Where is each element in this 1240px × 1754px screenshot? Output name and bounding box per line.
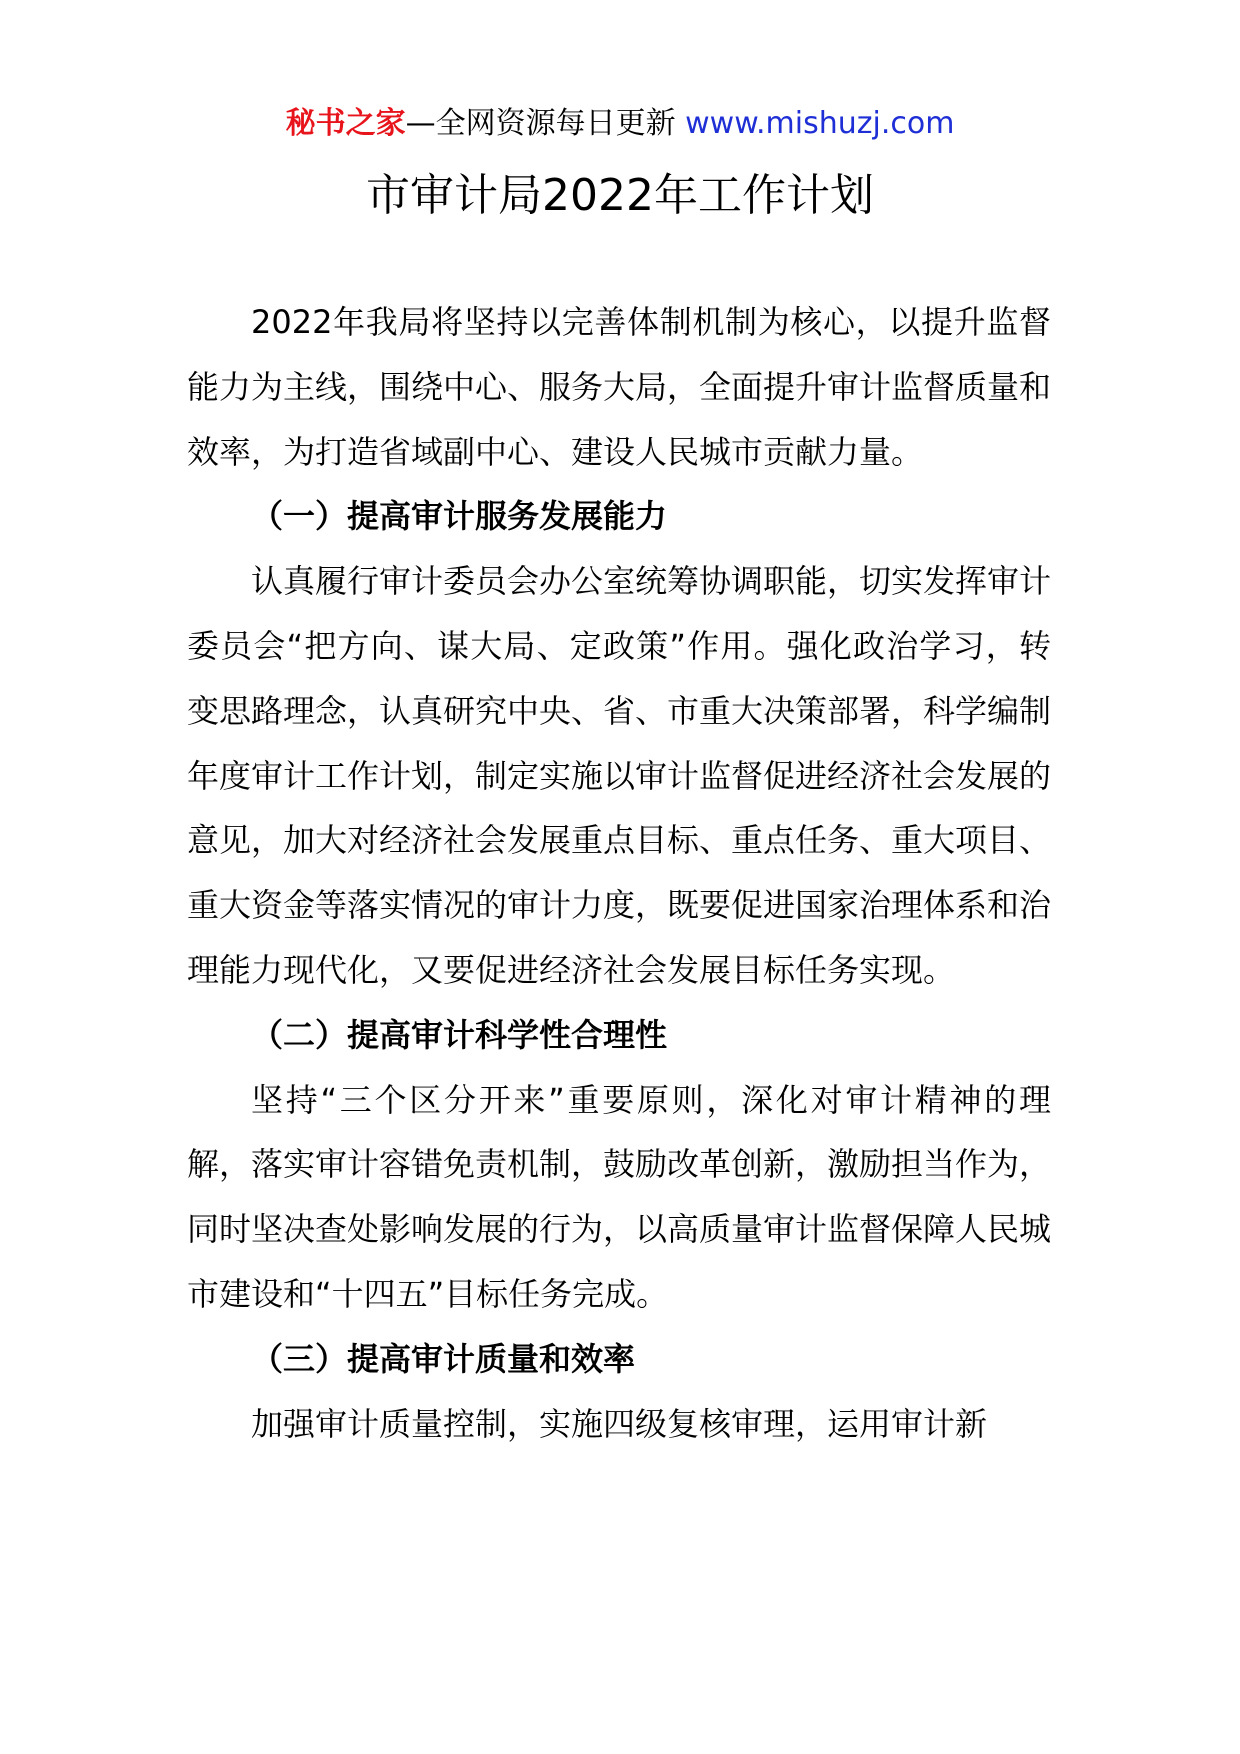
intro-paragraph: 2022年我局将坚持以完善体制机制为核心，以提升监督能力为主线，围绕中心、服务大局，全面提升审计监督质量和效率，为打造省域副中心、建设人民城市贡献力量。 [187,303,1052,471]
document-title: 市审计局2022年工作计划 [366,170,874,221]
section-paragraph-1: 认真履行审计委员会办公室统筹协调职能，切实发挥审计委员会“把方向、谋大局、定政策”作用。强化政治学习，转变思路理念，认真研究中央、省、市重大决策部署，科学编制年度审计工作计划，制定实施以审计监督促进经济社会发展的意见，加大对经济社会发展重点目标、重点任务、重大项目、重大资金等落实情况的审计力度，既要促进国家治理体系和治理能力现代化，又要促进经济社会发展目标任务实现。 [187,562,1052,989]
site-slogan: —全网资源每日更新 [405,106,676,141]
site-brand: 秘书之家 [285,106,406,141]
section-paragraph-2: 坚持“三个区分开来”重要原则，深化对审计精神的理解，落实审计容错免责机制，鼓励改革创新，激励担当作为，同时坚决查处影响发展的行为，以高质量审计监督保障人民城市建设和“十四五”目标任务完成。 [187,1080,1052,1313]
site-header [0,104,1240,144]
document-body [187,290,1051,1456]
site-url-link[interactable]: www.mishuzj.com [685,106,955,141]
section-paragraph-3: 加强审计质量控制，实施四级复核审理，运用审计新 [251,1404,988,1443]
section-heading-3: （三）提高审计质量和效率 [251,1339,636,1378]
section-heading-2: （二）提高审计科学性合理性 [251,1015,668,1054]
section-heading-1: （一）提高审计服务发展能力 [251,497,668,536]
